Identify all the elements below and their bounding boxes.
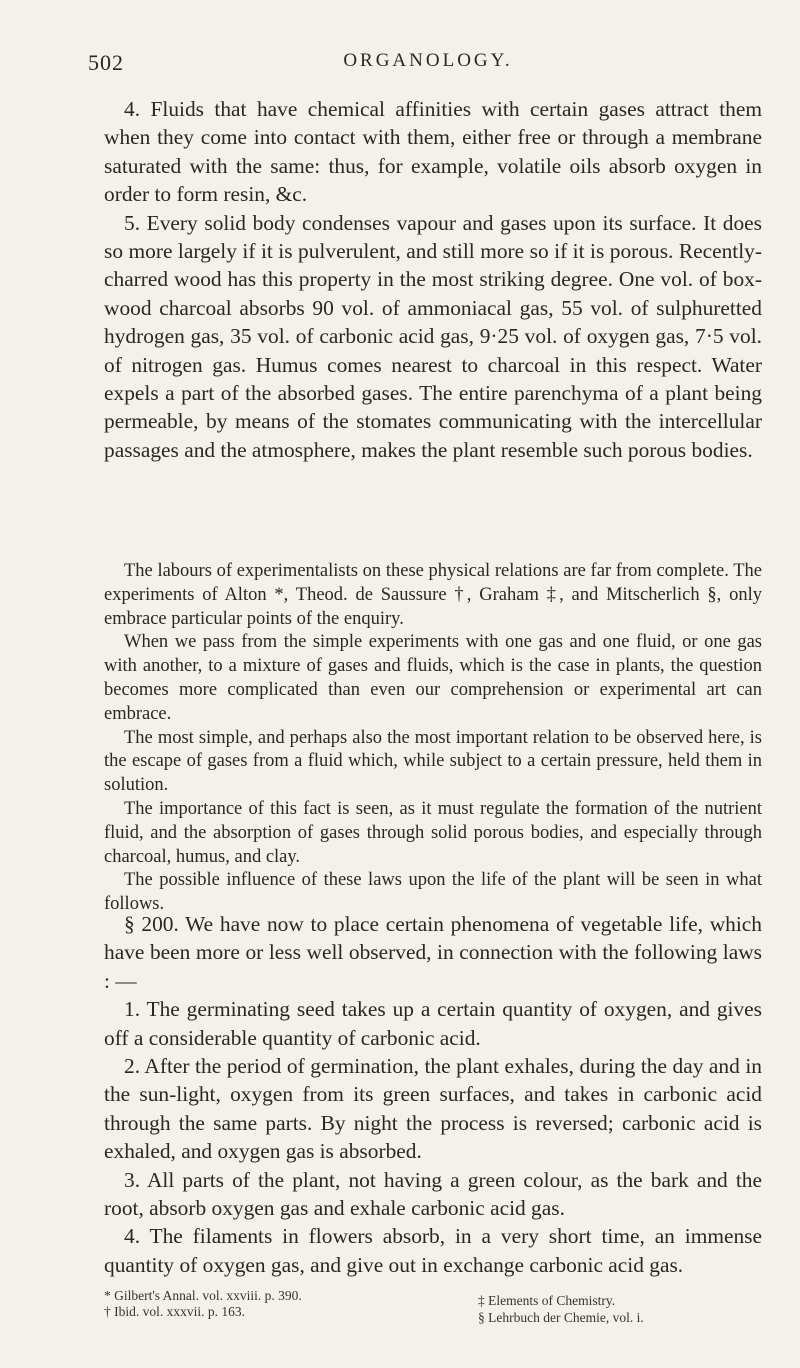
footnote-ibid: † Ibid. vol. xxxvii. p. 163. <box>104 1304 245 1319</box>
small-print-notes <box>104 560 762 917</box>
note-paragraph: The importance of this fact is seen, as it must regulate the formation of the nutrient fluid, and the absorption of gases through solid porous bodies, and especially through charcoal, humus, and clay. <box>104 798 762 867</box>
footnote-gilbert: * Gilbert's Annal. vol. xxviii. p. 390. <box>104 1288 302 1303</box>
law-3: 3. All parts of the plant, not having a green colour, as the bark and the root, absorb oxygen gas and exhale carbonic acid gas. <box>104 1167 762 1221</box>
page-number: 502 <box>88 50 124 75</box>
section-intro: § 200. We have now to place certain phenomena of vegetable life, which have been more or less well observed, in connection with the following laws : — <box>104 912 762 993</box>
note-paragraph: The labours of experimentalists on these physical relations are far from complete. The experiments of Alton *, Theod. de Saussure †, Graham ‡, and Mitscherlich §, only embrace particular points of the enquiry. <box>104 561 762 629</box>
paragraph-4: 4. Fluids that have chemical affinities with certain gases attract them when they come into contact with them, either free or through a membrane saturated with the same: thus, for example, volatile oils absorb oxygen in order to form resin, &c. <box>104 97 762 207</box>
running-head: ORGANOLOGY. <box>343 50 513 71</box>
footnote-elements: ‡ Elements of Chemistry. <box>478 1293 616 1308</box>
note-paragraph: When we pass from the simple experiments with one gas and one fluid, or one gas with another, to a mixture of gases and fluids, which is the case in plants, the question becomes more complicated than even our comprehension or experimental art can embrace. <box>104 632 762 724</box>
law-4: 4. The filaments in flowers absorb, in a very short time, an immense quantity of oxygen gas, and give out in exchange carbonic acid gas. <box>104 1224 762 1277</box>
section-200 <box>104 910 762 1279</box>
law-1: 1. The germinating seed takes up a certain quantity of oxygen, and gives off a considerable quantity of carbonic acid. <box>104 997 762 1050</box>
note-paragraph: The possible influence of these laws upon the life of the plant will be seen in what follows. <box>104 870 762 915</box>
law-2: 2. After the period of germination, the plant exhales, during the day and in the sun-light, oxygen from its green surfaces, and takes in carbonic acid through the same parts. By night the process is reversed; carbonic acid is exhaled, and oxygen gas is absorbed. <box>104 1054 762 1164</box>
paragraph-5: 5. Every solid body condenses vapour and gases upon its surface. It does so more largely if it is pulverulent, and still more so if it is porous. Recently-charred wood has this property in the most striking degree. One vol. of box-wood charcoal absorbs 90 vol. of ammoniacal gas, 55 vol. of sulphuretted hydrogen gas, 35 vol. of carbonic acid gas, 9·25 vol. of oxygen gas, 7·5 vol. of nitrogen gas. Humus comes nearest to charcoal in this respect. Water expels a part of the absorbed gases. The entire parenchyma of a plant being permeable, by means of the stomates communicating with the intercellular passages and the atmosphere, makes the plant resemble such porous bodies. <box>104 210 762 462</box>
note-paragraph: The most simple, and perhaps also the most important relation to be observed here, is the escape of gases from a fluid which, while subject to a certain pressure, held them in solution. <box>104 727 762 796</box>
footnote-lehrbuch: § Lehrbuch der Chemie, vol. i. <box>478 1310 644 1325</box>
numbered-paragraphs <box>104 95 762 464</box>
page-header <box>88 50 768 80</box>
